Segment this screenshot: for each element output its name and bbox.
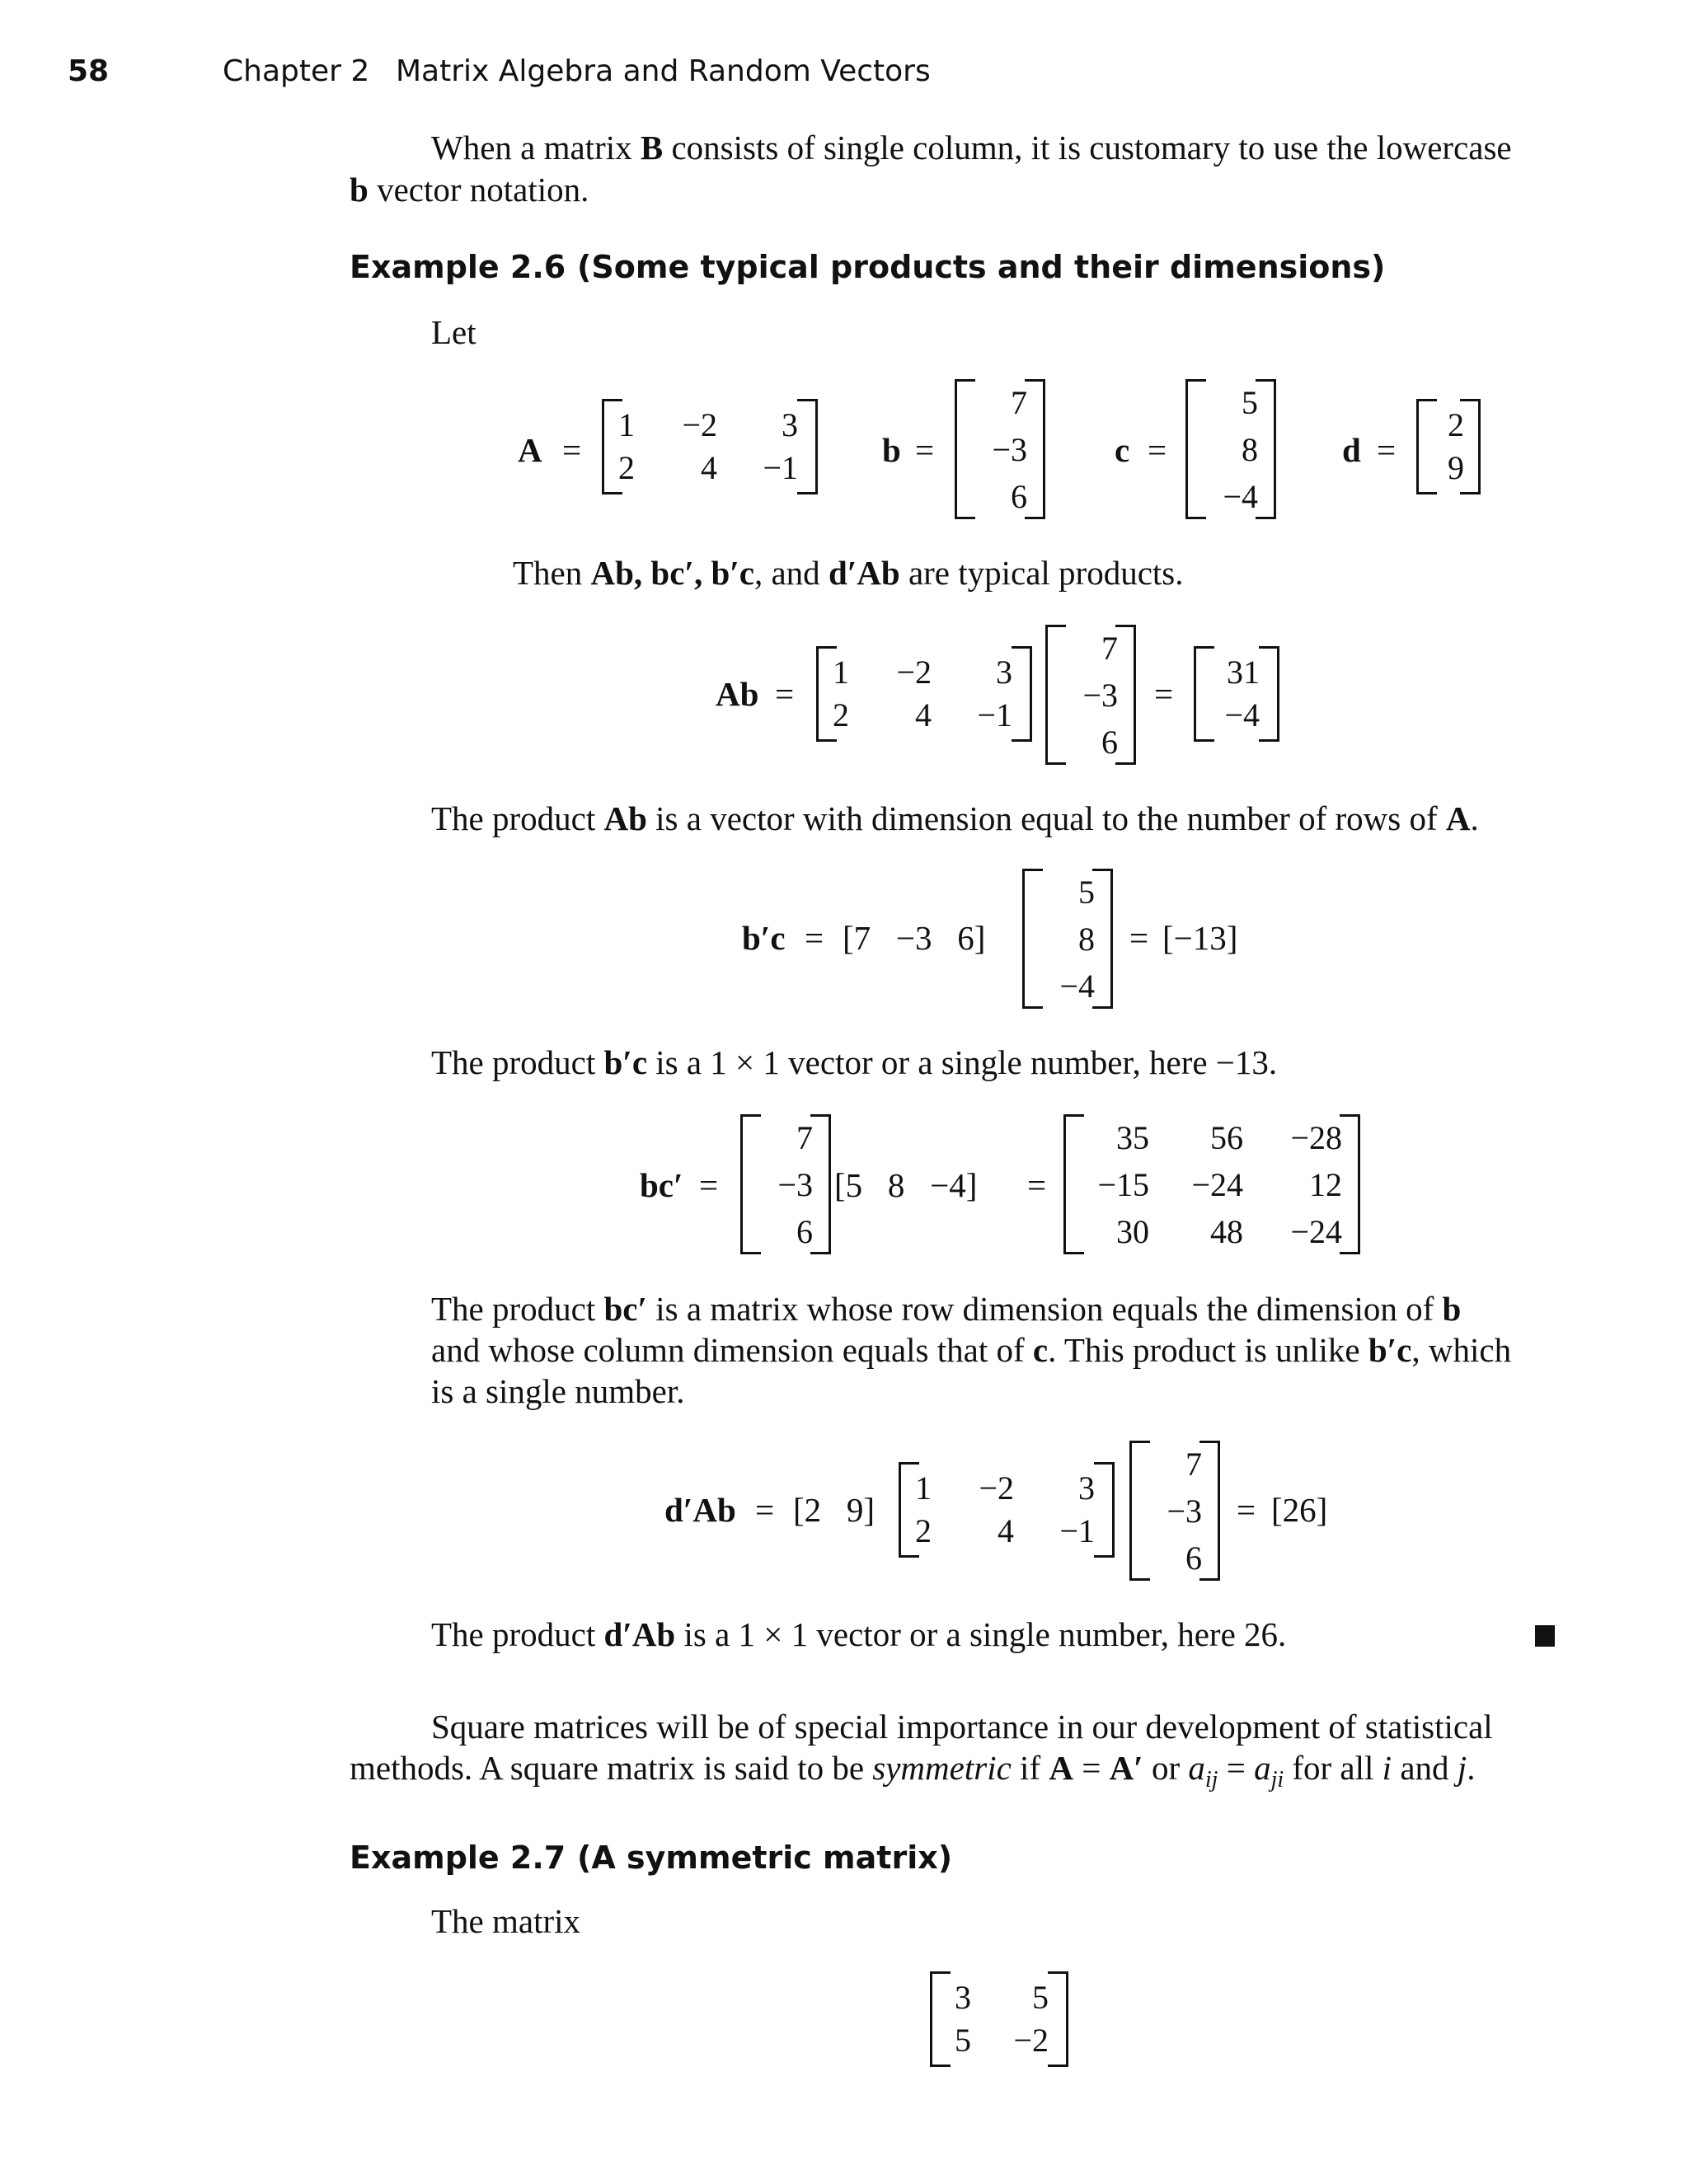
chapter-label: Chapter 2 xyxy=(223,54,370,88)
eq-sign: = xyxy=(805,919,824,957)
row-vector-bt: [7 −3 6] xyxy=(843,919,986,957)
label-d: d xyxy=(1342,431,1361,469)
eq-sign: = xyxy=(1148,431,1167,469)
row-vector-dt: [2 9] xyxy=(793,1491,876,1529)
eq-sign: = xyxy=(915,431,935,469)
vector-b: 7 −3 6 xyxy=(955,379,1045,519)
eq-sign: = xyxy=(1154,675,1174,713)
eq-sign: = xyxy=(1129,919,1149,957)
intro-line-1: When a matrix B consists of single column, it is customary to use the lowercase xyxy=(431,129,1512,166)
example-2-7-heading: Example 2.7 xyxy=(350,1840,566,1876)
eq-sign: = xyxy=(1377,431,1397,469)
result-dtAb: [26] xyxy=(1271,1491,1328,1529)
example-2-7-subtitle: (A symmetric matrix) xyxy=(577,1840,953,1876)
text-bct-line-2: and whose column dimension equals that of c. This product is unlike b′c, which xyxy=(431,1331,1512,1369)
result-btc: [−13] xyxy=(1162,919,1238,957)
text-dtAb: The product d′Ab is a 1 × 1 vector or a single number, here 26. xyxy=(431,1615,1287,1653)
vector-b-copy-2: 7 −3 6 xyxy=(740,1114,831,1254)
square-line-2: methods. A square matrix is said to be symmetric if A = A′ or $a_{ij} = a_{ji}$ for all i and j. xyxy=(350,1749,1476,1793)
page-number: 58 xyxy=(68,54,110,88)
vector-b-copy: 7 −3 6 xyxy=(1045,625,1136,765)
example-2-6-heading: Example 2.6 xyxy=(350,249,566,285)
label-dtAb: d′Ab xyxy=(664,1491,736,1529)
vector-c-copy: 5 8 −4 xyxy=(1022,869,1113,1009)
label-A: A xyxy=(518,431,542,469)
end-of-example-mark xyxy=(1535,1625,1555,1647)
vector-c: 5 8 −4 xyxy=(1185,379,1276,519)
intro-line-2: b vector notation. xyxy=(350,171,589,209)
result-Ab: 31 −4 xyxy=(1194,646,1279,742)
then-line: Then Ab, bc′, b′c, and d′Ab are typical products. xyxy=(513,554,1184,592)
the-matrix-text: The matrix xyxy=(431,1902,581,1940)
label-Ab: Ab xyxy=(716,675,759,713)
chapter-title: Matrix Algebra and Random Vectors xyxy=(396,54,931,88)
eq-sign: = xyxy=(775,675,795,713)
result-bct: 35 56 −28 −15 −24 12 30 48 −24 xyxy=(1063,1114,1360,1254)
matrix-A-copy: 1 −2 3 2 4 −1 xyxy=(816,646,1032,742)
symmetric-matrix: 3 5 5 −2 xyxy=(930,1971,1068,2067)
matrix-A-copy-2: 1 −2 3 2 4 −1 xyxy=(899,1462,1115,1558)
text-bct-line-3: is a single number. xyxy=(431,1372,685,1410)
example-2-6-subtitle: (Some typical products and their dimensions) xyxy=(577,249,1386,285)
eq-sign: = xyxy=(1237,1491,1256,1529)
text-btc: The product b′c is a 1 × 1 vector or a single number, here −13. xyxy=(431,1043,1278,1081)
vector-b-copy-3: 7 −3 6 xyxy=(1129,1441,1220,1581)
eq-sign: = xyxy=(1027,1166,1047,1204)
square-line-1: Square matrices will be of special importance in our development of statistical xyxy=(431,1708,1493,1746)
label-c: c xyxy=(1115,431,1130,469)
matrix-A: 1 −2 3 2 4 −1 xyxy=(602,399,818,494)
text-Ab: The product Ab is a vector with dimension equal to the number of rows of A. xyxy=(431,799,1479,837)
eq-sign: = xyxy=(755,1491,775,1529)
eq-sign: = xyxy=(562,431,582,469)
let-text: Let xyxy=(431,313,476,351)
eq-sign: = xyxy=(699,1166,719,1204)
vector-d: 2 9 xyxy=(1416,399,1481,494)
label-b: b xyxy=(882,431,901,469)
text-bct-line-1: The product bc′ is a matrix whose row dimension equals the dimension of b xyxy=(431,1290,1462,1328)
label-bct: bc′ xyxy=(640,1166,683,1204)
label-btc: b′c xyxy=(742,919,786,957)
row-vector-ct: [5 8 −4] xyxy=(834,1166,978,1204)
